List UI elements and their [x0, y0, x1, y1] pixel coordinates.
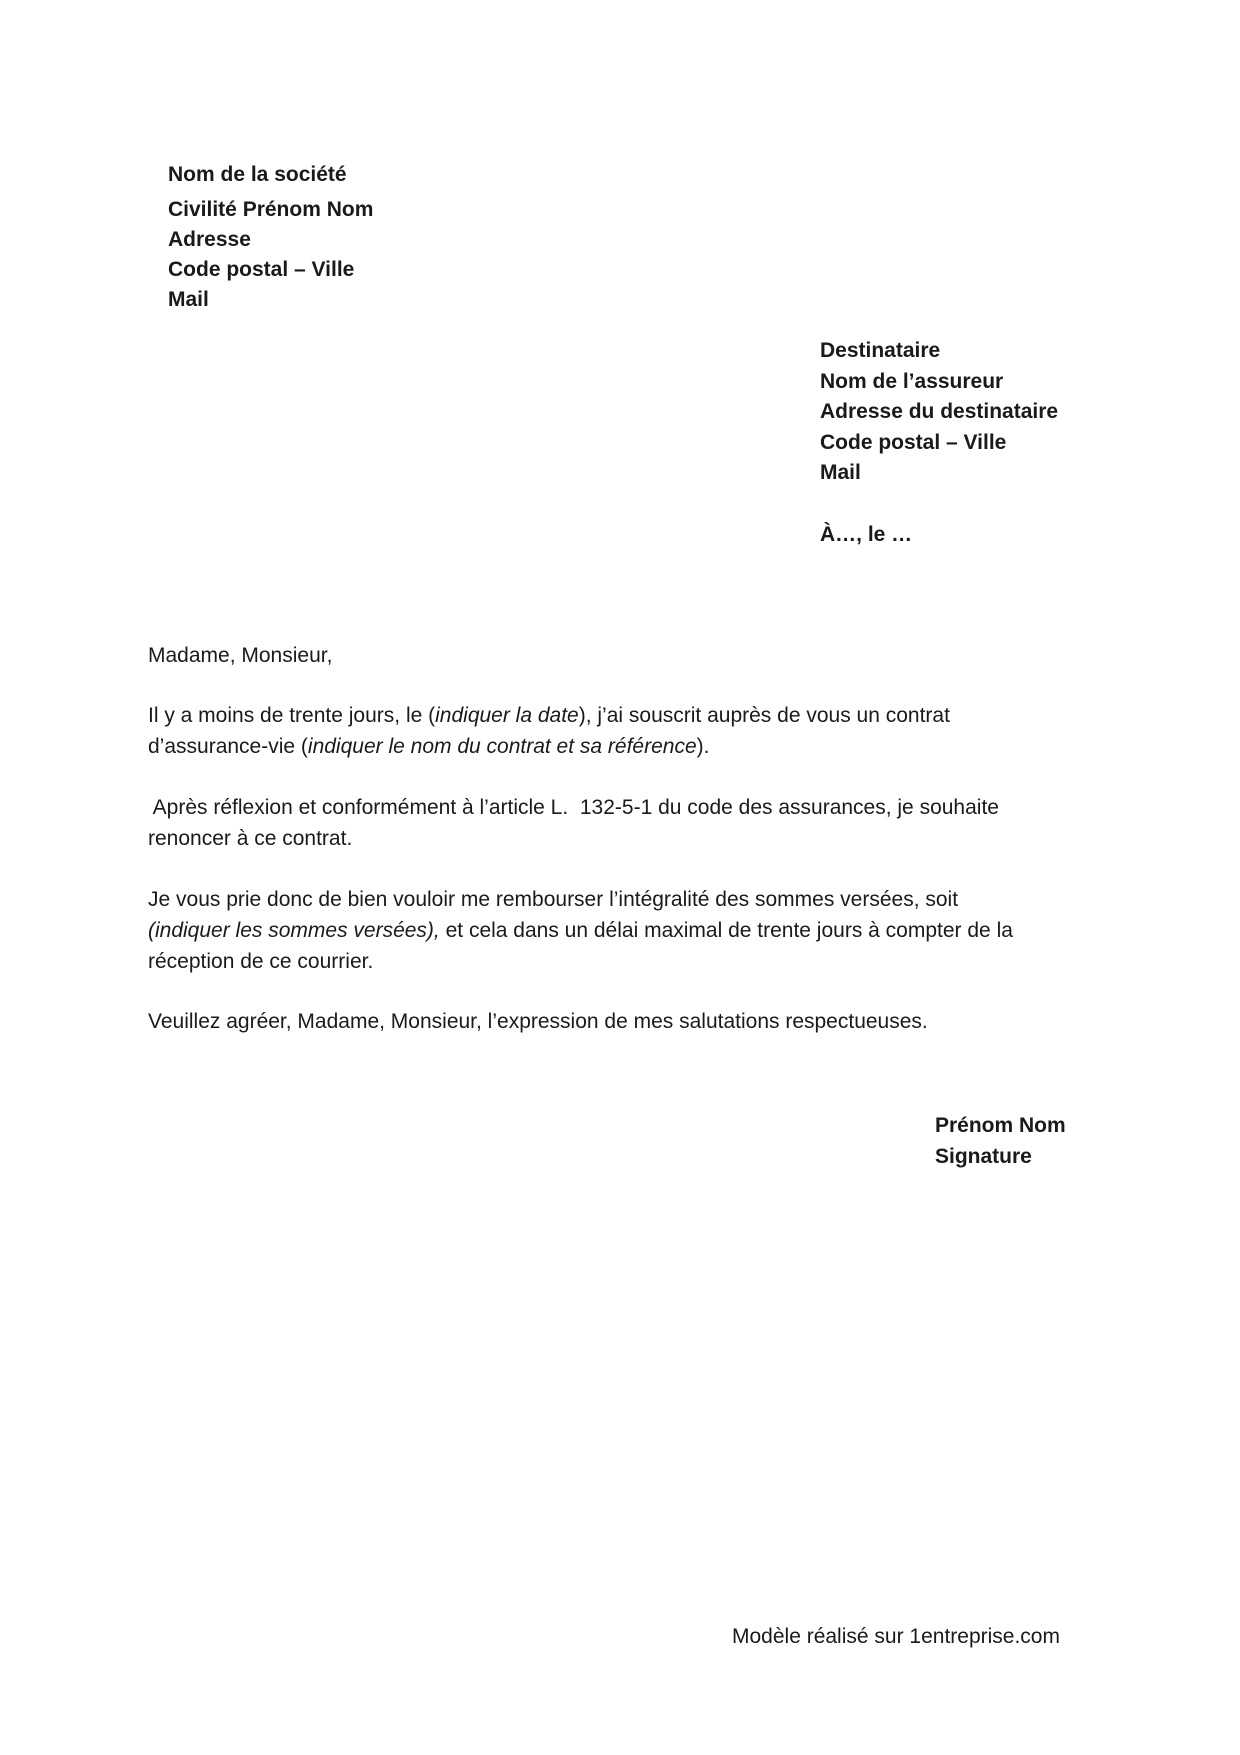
recipient-postal-city: Code postal – Ville [820, 430, 1007, 454]
recipient-mail: Mail [820, 461, 861, 484]
placeholder-amounts: (indiquer les sommes versées), [148, 919, 440, 942]
paragraph-line [148, 915, 1013, 946]
sender-address: Adresse [168, 228, 251, 251]
sender-name: Civilité Prénom Nom [168, 198, 374, 221]
recipient-block [820, 336, 1058, 489]
paragraph-refund [148, 884, 1013, 977]
text-run: et cela dans un délai maximal de trente jours à compter de la [439, 919, 1013, 942]
paragraph-line: Après réflexion et conformément à l’article L. 132-5-1 du code des assurances, je souhaite [148, 796, 999, 819]
paragraph-renunciation [148, 792, 999, 854]
paragraph-subscription [148, 700, 950, 762]
footer-credit: Modèle réalisé sur 1entreprise.com [732, 1625, 1060, 1648]
text-run: ). [696, 735, 710, 758]
paragraph-line [148, 731, 950, 762]
signoff-block [935, 1110, 1066, 1172]
sender-postal-city: Code postal – Ville [168, 258, 355, 281]
recipient-address: Adresse du destinataire [820, 400, 1059, 423]
closing-formula: Veuillez agréer, Madame, Monsieur, l’expression de mes salutations respectueuses. [148, 1010, 928, 1033]
paragraph-line: Je vous prie donc de bien vouloir me rembourser l’intégralité des sommes versées, soit [148, 888, 959, 911]
signoff-name: Prénom Nom [935, 1114, 1066, 1137]
placeholder-contract: indiquer le nom du contrat et sa référence [307, 735, 697, 758]
text-run: Il y a moins de trente jours, le ( [148, 704, 436, 727]
place-date: À…, le … [820, 523, 913, 546]
sender-mail: Mail [168, 288, 209, 311]
text-run: ), j’ai souscrit auprès de vous un contrat [578, 704, 950, 727]
placeholder-date: indiquer la date [435, 704, 579, 727]
recipient-insurer: Nom de l’assureur [820, 369, 1004, 393]
sender-block [168, 160, 373, 315]
paragraph-line: réception de ce courrier. [148, 950, 374, 973]
recipient-label: Destinataire [820, 339, 941, 362]
paragraph-line [148, 700, 950, 731]
paragraph-line: renoncer à ce contrat. [148, 827, 353, 850]
salutation: Madame, Monsieur, [148, 644, 333, 667]
text-run: d’assurance-vie ( [148, 735, 308, 758]
sender-company: Nom de la société [168, 163, 347, 186]
signoff-signature: Signature [935, 1145, 1032, 1168]
